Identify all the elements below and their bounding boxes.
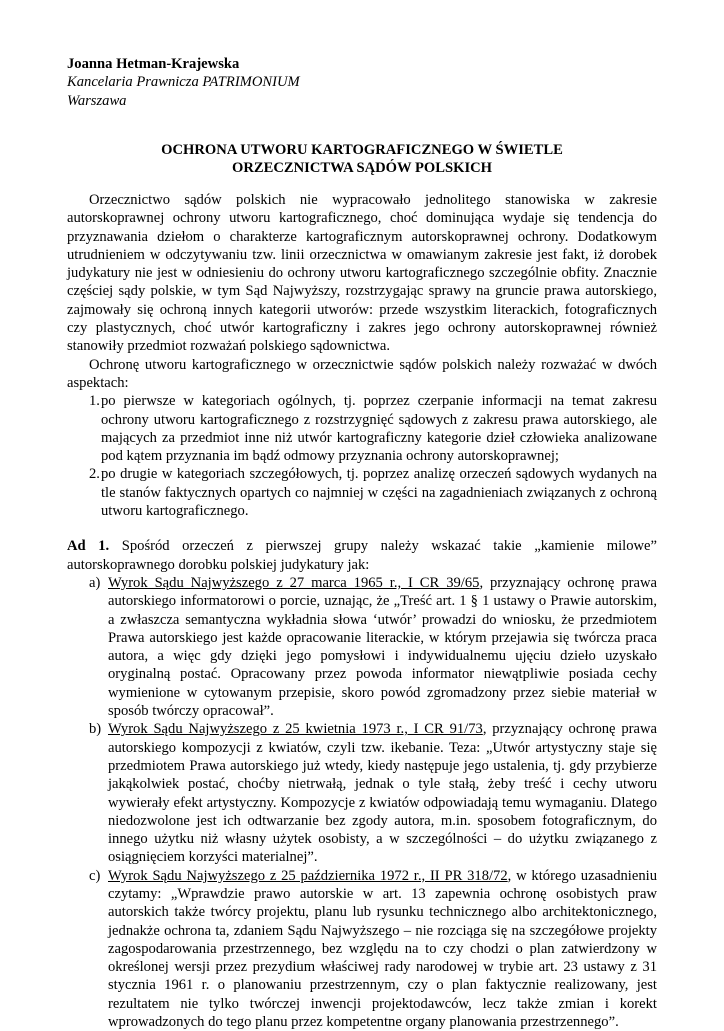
intro-paragraph: Orzecznictwo sądów polskich nie wypracowało jednolitego stanowiska w zakresie autorskoprawnej ochrony utworu kartograficznego, choć dominująca wydaje się tendencja do przyznawania dziełom o charakterze kartograficznym autorskoprawnej ochrony. Dodatkowym utrudnieniem w odczytywaniu tzw. linii orzecznictwa w omawianym zakresie jest fakt, iż dorobek judykatury nie jest w odniesieniu do ochrony utworu kartograficznego szczególnie obfity. Znacznie częściej sądy polskie, w tym Sąd Najwyższy, rozstrzygając sprawy na gruncie prawa autorskiego, zajmowały się ochroną innych kategorii utworów: przede wszystkim literackich, fotograficznych czy plastycznych, choć utwór kartograficzny i zakres jego ochrony autorskoprawnej również stanowiły przedmiot rozważań polskiego sądownictwa. bbox=[67, 192, 657, 355]
author-city: Warszawa bbox=[67, 92, 127, 109]
section-spacer bbox=[67, 520, 657, 537]
ad1-paragraph bbox=[67, 537, 657, 574]
list-item-text: po drugie w kategoriach szczegółowych, tj. poprzez analizę orzeczeń sądowych wydanych na tle stanów faktycznych opartych co najmniej w części na zagadnieniach związanych z ochroną utworu kartograficznego. bbox=[101, 466, 657, 520]
list-item bbox=[89, 392, 657, 465]
title-line-2: ORZECZNICTWA SĄDÓW POLSKICH bbox=[231, 160, 493, 177]
title-line-1: OCHRONA UTWORU KARTOGRAFICZNEGO W ŚWIETLE bbox=[161, 142, 563, 158]
author-name: Joanna Hetman-Krajewska bbox=[67, 56, 240, 72]
ruling-item bbox=[89, 574, 657, 720]
ruling-body bbox=[108, 867, 657, 1031]
aspects-paragraph: Ochronę utworu kartograficznego w orzecznictwie sądów polskich należy rozważać w dwóch aspektach: bbox=[67, 356, 657, 391]
ruling-text: , przyznający ochronę prawa autorskiego informatorowi o porcie, uznając, że „Treść art. 1 § 1 ustawy o Prawie autorskim, a zwłaszcza semantyczna wykładnia słowa ‘utwór’ prowadzi do wniosku, że przedmiotem Prawa autorskiego jest każde opracowanie literackie, w którym przejawia się twórcza praca autora, a więc gdy dzięki jego pomysłowi i indywidualnemu ujęciu dzieło uzyskało oryginalną postać. Opracowany przez powoda informator niewątpliwie posiada cechy wymienione w cytowanym przepisie, skoro powód zgromadzony przez siebie materiał w sposób twórczy opracował”. bbox=[108, 574, 657, 720]
ruling-body bbox=[108, 720, 657, 866]
ruling-label: c) bbox=[89, 867, 101, 884]
ruling-text: , w którego uzasadnieniu czytamy: „Wprawdzie prawo autorskie w art. 13 zapewnia ochronę osobistych praw autorskich także twórcy projektu, planu lub rysunku technicznego albo architektonicznego, jednakże ochrona ta, zdaniem Sądu Najwyższego – nie rozciąga się na szczegółowe projekty zagospodarowania przestrzennego, bez względu na to czy chodzi o plan zatwierdzony w określonej wersji przez prezydium właściwej rady narodowej w trybie art. 23 ustawy z 31 stycznia 1961 r. o planowaniu przestrzennym, czy o plan faktycznie realizowany, jest rezultatem nie tylko twórczej inwencji projektodawców, lecz także zmian i korekt wprowadzonych do tego planu przez kompetentne organy planowania przestrzennego”. bbox=[108, 867, 657, 1031]
ad1-heading: Ad 1. bbox=[67, 538, 110, 555]
ruling-citation: Wyrok Sądu Najwyższego z 27 marca 1965 r., I CR 39/65 bbox=[108, 574, 480, 591]
ruling-item bbox=[89, 720, 657, 866]
list-item-number: 1. bbox=[89, 393, 100, 410]
ruling-citation: Wyrok Sądu Najwyższego z 25 października 1972 r., II PR 318/72 bbox=[108, 867, 508, 884]
ad1-text: Spośród orzeczeń z pierwszej grupy należy wskazać takie „kamienie milowe” autorskoprawnego dorobku polskiej judykatury jak: bbox=[67, 538, 657, 573]
aspects-list bbox=[89, 392, 657, 520]
list-item-text: po pierwsze w kategoriach ogólnych, tj. poprzez czerpanie informacji na temat zakresu ochrony utworu kartograficznego z rozstrzygnięć sądowych z zakresu prawa autorskiego, ale mających za przedmiot inne niż utwór kartograficzny kategorie dzieł człowieka analizowane pod kątem przyznania im bądź odmowy przyznania ochrony autorskoprawnej; bbox=[101, 393, 657, 465]
author-block bbox=[67, 55, 300, 110]
ruling-item bbox=[89, 867, 657, 1031]
ruling-label: a) bbox=[89, 574, 101, 591]
ruling-citation: Wyrok Sądu Najwyższego z 25 kwietnia 1973 r., I CR 91/73 bbox=[108, 721, 483, 738]
list-item bbox=[89, 465, 657, 520]
ruling-label: b) bbox=[89, 721, 102, 738]
author-firm: Kancelaria Prawnicza PATRIMONIUM bbox=[67, 74, 300, 91]
document-title bbox=[67, 141, 657, 178]
list-item-number: 2. bbox=[89, 466, 100, 483]
rulings-list bbox=[89, 574, 657, 1031]
ruling-text: , przyznający ochronę prawa autorskiego kompozycji z kwiatów, czyli tzw. ikebanie. Teza: „Utwór artystyczny staje się przedmiotem Prawa autorskiego już wtedy, kiedy następuje jego ustalenia, tj. gdy przybierze jakąkolwiek postać, choćby nietrwałą, jednak o tyle stałą, żeby treść i cechy utworu wywierały efekt artystyczny. Kompozycje z kwiatów odpowiadają temu wymaganiu. Dlatego niedozwolone jest ich odtwarzanie bez zgody autora, m.in. sposobem fotograficznym, do innego użytku niż własny użytek osobisty, a w szczególności – do użytku związanego z osiągnięciem korzyści materialnej”. bbox=[108, 721, 657, 866]
document-body bbox=[67, 191, 657, 1031]
ruling-body bbox=[108, 574, 657, 720]
